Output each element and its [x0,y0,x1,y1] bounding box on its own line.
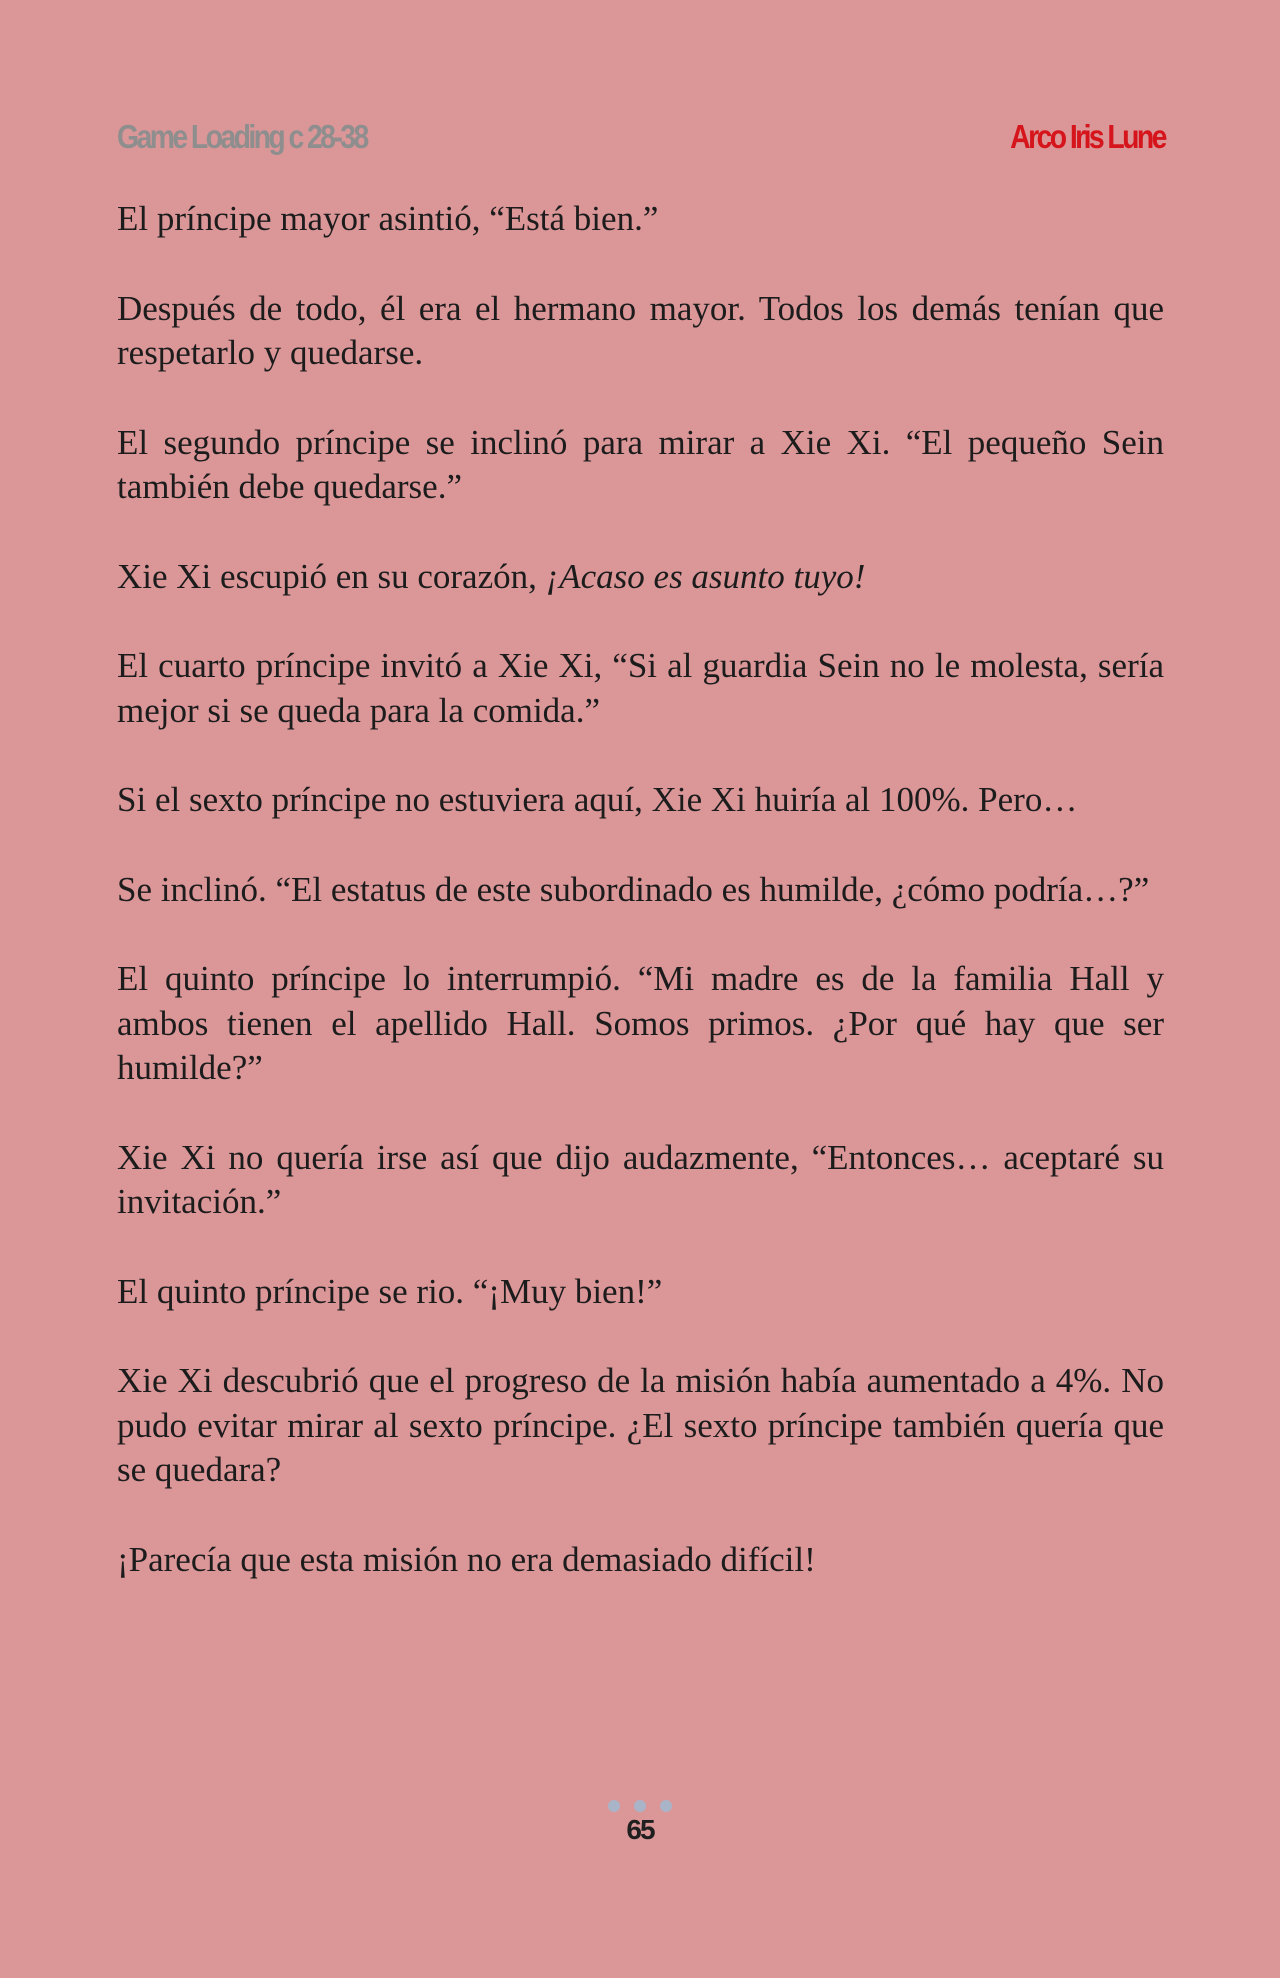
paragraph: El segundo príncipe se inclinó para mirar a Xie Xi. “El pequeño Sein también debe quedarse.” [117,422,1164,506]
paragraph: Se inclinó. “El estatus de este subordinado es humilde, ¿cómo podría…?” [117,869,1150,909]
paragraph: Xie Xi escupió en su corazón, ¡Acaso es asunto tuyo! [117,556,866,596]
paragraph: El quinto príncipe se rio. “¡Muy bien!” [117,1271,663,1311]
dot-icon [608,1800,620,1812]
paragraph: Xie Xi descubrió que el progreso de la misión había aumentado a 4%. No pudo evitar mirar al sexto príncipe. ¿El sexto príncipe también quería que se quedara? [117,1361,1164,1489]
paragraph: El príncipe mayor asintió, “Está bien.” [117,199,659,238]
header-book-title: Game Loading c 28-38 [117,118,367,155]
header-translator-credit: Arco Iris Lune [1010,118,1165,155]
page-body [117,197,1164,1627]
paragraph: Si el sexto príncipe no estuviera aquí, Xie Xi huiría al 100%. Pero… [117,780,1078,819]
page-header [117,118,1165,162]
dot-icon [634,1800,646,1812]
page-footer [0,1800,1280,1846]
italic-thought: ¡Acaso es asunto tuyo! [545,556,866,596]
paragraph: El quinto príncipe lo interrumpió. “Mi madre es de la familia Hall y ambos tienen el apellido Hall. Somos primos. ¿Por qué hay que ser humilde?” [117,959,1164,1087]
page-number: 65 [626,1814,654,1845]
paragraph: ¡Parecía que esta misión no era demasiado difícil! [117,1539,816,1579]
paragraph: Después de todo, él era el hermano mayor. Todos los demás tenían que respetarlo y quedarse. [117,288,1164,372]
paragraph: El cuarto príncipe invitó a Xie Xi, “Si al guardia Sein no le molesta, sería mejor si se queda para la comida.” [117,646,1164,730]
footer-dots-ornament [0,1800,1280,1812]
paragraph: Xie Xi no quería irse así que dijo audazmente, “Entonces… aceptaré su invitación.” [117,1137,1164,1221]
dot-icon [660,1800,672,1812]
